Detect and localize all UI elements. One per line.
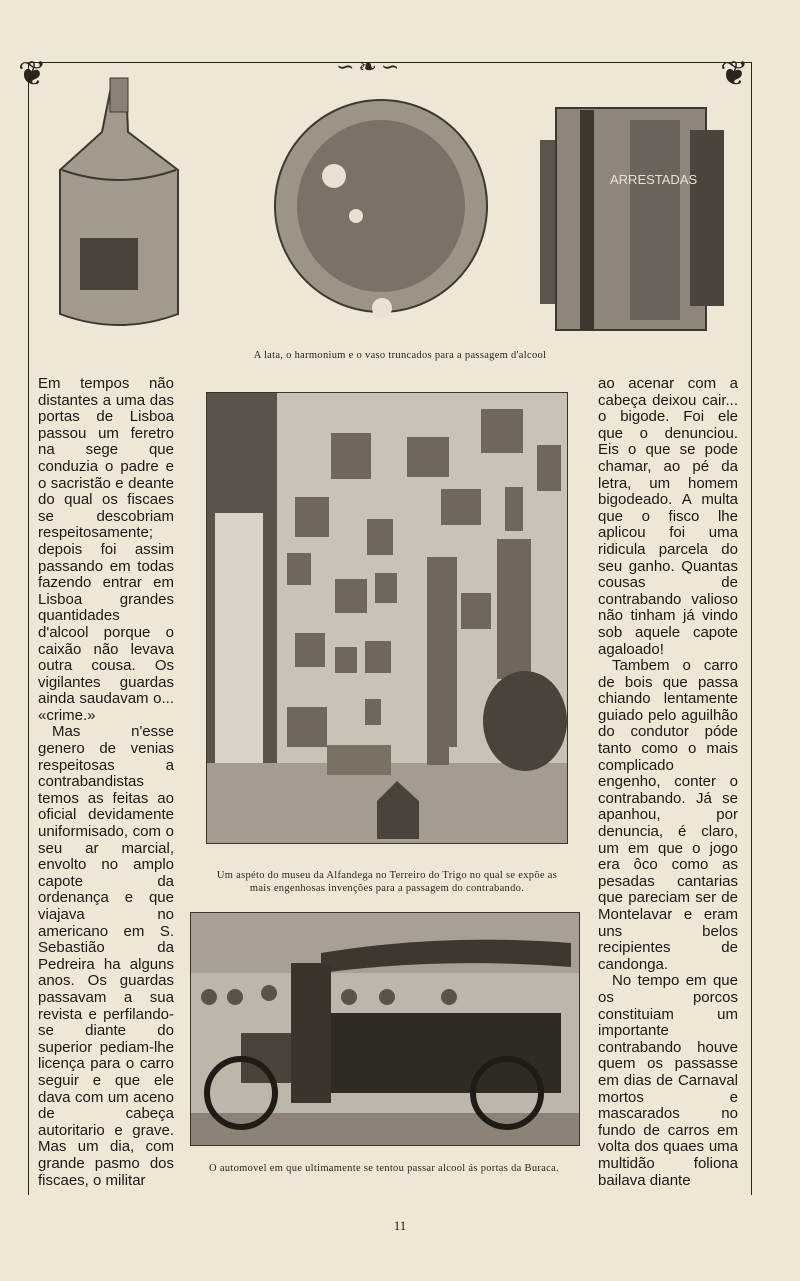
top-photos-caption: A lata, o harmonium e o vaso truncados para a passagem d'alcool <box>253 350 547 361</box>
left-text-column <box>38 376 174 1194</box>
museum-caption: Um aspéto do museu da Alfandega no Terreiro do Trigo no qual se expõe as mais engenhosas invenções para a passagem do contrabando. <box>216 870 558 894</box>
left-paragraph: Em tempos não distantes a uma das portas de Lisboa passou um feretro na sege que conduzia o padre e o sacristão e deante do qual os fiscaes se descobriam respeitosamente; depois foi assim passando em todas fazendo entrar em Lisboa grandes quantidades d'alcool porque o caixão não levava outra cousa. Os vigilantes guardas ainda saudavam o... «crime.» <box>38 376 174 724</box>
left-paragraph: Mas n'esse genero de venias respeitosas a contrabandistas temos as feitas ao oficial devidamente uniformisado, com o seu ar marcial, envolto no amplo capote da ordenança e que viajava no americano em S. Sebastião da Pedreira ha alguns anos. Os guardas passavam a sua revista e perfilando-se diante do superior pediam-lhe licença para o carro seguir e que ele dava com um aceno de cabeça autoritario e grave. Mas um dia, com grande pasmo dos fiscaes, o militar <box>38 723 174 1189</box>
right-paragraph: ao acenar com a cabeça deixou cair... o bigode. Foi ele que o denunciou. Eis o que se pode chamar, ao pé da letra, um homem bigodeado. A multa que o fisco lhe aplicou foi uma ridicula parcela do seu ganho. Quantas cousas de contrabando valioso não tinham já vindo sob aquele capote agaloado! <box>598 376 738 658</box>
right-paragraph: Tambem o carro de bois que passa chiando lentamente guiado pelo aguilhão do condutor póde tanto como o mais complicado engenho, conter o contrabando. Já se apanhou, por denuncia, é claro, um em que o jogo era ôco como as pesadas cantarias que pareciam ser de Montelavar e eram uns belos recipientes de candonga. <box>598 657 738 973</box>
car-caption: O automovel em que ultimamente se tentou passar alcool ás portas da Buraca. <box>209 1163 559 1174</box>
top-center-ornament: ∽❧∽ <box>336 54 404 79</box>
right-text-column <box>598 376 738 1194</box>
harmonium-label: ARRESTADAS <box>610 172 698 187</box>
corner-ornament-right: ❦ <box>720 56 749 93</box>
can-photo <box>52 74 186 332</box>
museum-photo <box>206 392 568 844</box>
tray-photo <box>272 98 490 320</box>
right-paragraph: No tempo em que os porcos constituiam um importante contrabando houve quem os passasse em dias de Carnaval mortos e mascarados no fundo de carros em volta dos quaes uma multidão foliona bailava diante <box>598 972 738 1189</box>
harmonium-photo <box>540 100 726 336</box>
corner-ornament-left: ❦ <box>18 56 47 93</box>
car-photo <box>190 912 580 1146</box>
page-number: 11 <box>393 1218 407 1233</box>
